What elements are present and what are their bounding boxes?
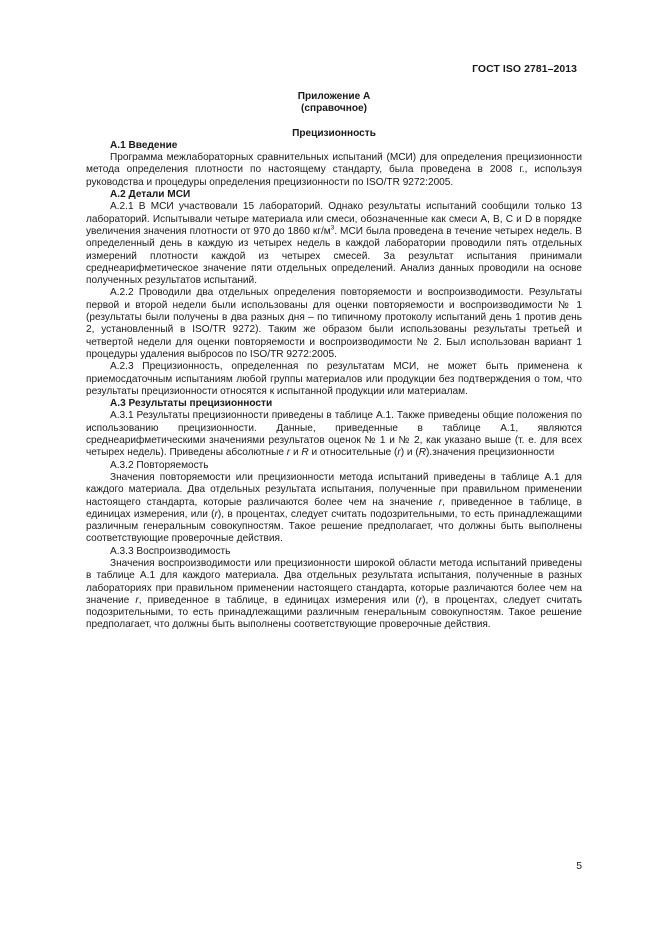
paragraph-a1-text: Программа межлабораторных сравнительных испытаний (МСИ) для определения прецизионности метода определения плотности по настоящему стандарту, была проведена в 2008 г., используя руководства и процедуры определения прецизионности по ISO/TR 9272:2005. <box>86 152 582 188</box>
paragraph-a21-text-cont: . МСИ была проведена в течение четырех недель. В определенный день в каждую из четырех недель в каждой лаборатории проводили пять отдельных измерений плотности каждой из четырех смесей. За результат испытания принимали среднеарифметическое значение пяти отдельных определений. Анализ данных проводили на основе полученных результатов испытаний. <box>86 225 582 287</box>
paragraph-a21 <box>86 201 582 287</box>
paragraph-a23: А.2.3 Прецизионность, определенная по результатам МСИ, не может быть применена к приемосдаточным испытаниям любой группы материалов или продукции без подтверждения о том, что результаты прецизионности относятся к испытанной продукции или материалам. <box>86 361 582 397</box>
spacer <box>86 116 582 128</box>
annex-subtitle: (справочное) <box>301 103 367 115</box>
heading-a32: А.3.2 Повторяемость <box>110 459 209 471</box>
paragraph-a33: Значения воспроизводимости или прецизионности широкой области метода испытаний приведены в таблице А.1 для каждого материала. Два отдельных результата испытания, полученные в разных лабораториях при правильном применении настоящего стандарта, которые различаются более чем на значение r, приведенное в таблице, в единицах измерения или (r), в процентах, следует считать подозрительными, то есть принадлежащими различным генеральным совокупностям. Такое решение предполагает, что должны быть выполнены соответствующие проверочные действия. <box>86 557 583 631</box>
heading-a33: А.3.3 Воспроизводимость <box>110 545 231 557</box>
standard-code: ГОСТ ISO 2781–2013 <box>472 64 577 75</box>
superscript-3: 3 <box>330 224 335 232</box>
page-content <box>86 91 582 632</box>
paragraph-a22: А.2.2 Проводили два отдельных определения повторяемости и воспроизводимости. Результаты первой и второй недели были использованы для оценки повторяемости и воспроизводимости № 1 (результаты были получены в два разных дня – по типичному протоколу испытаний день 1 против день 2, установленный в ISO/TR 9272). Таким же образом были использованы результаты третьей и четвертой недели для оценки повторяемости и воспроизводимости № 2. Был использован вариант 1 процедуры удаления выбросов по ISO/TR 9272:2005. <box>86 287 582 360</box>
paragraph-a1 <box>86 152 582 189</box>
annex-title: Приложение А <box>297 91 371 102</box>
paragraph-a31: А.3.1 Результаты прецизионности приведены в таблице А.1. Также приведены общие положения по использованию прецизионности. Данные, приведенные в таблице А.1, являются среднеарифметическими значениями результатов оценок № 1 и № 2, как указано выше (т. е. для всех четырех недель). Приведены абсолютные r и R и относительные (r) и (R).значения прецизионности <box>86 410 582 459</box>
paragraph-a21-text: А.2.1 В МСИ участвовали 15 лабораторий. Однако результаты испытаний сообщили только 13 лабораторий. Испытывали четыре материала или смеси, обозначенные как смеси А, В, С и D в порядке увеличения значения плотности от 970 до 1860 кг/м <box>86 201 582 237</box>
heading-a3: А.3 Результаты прецизионности <box>110 398 273 410</box>
page-number: 5 <box>576 861 582 872</box>
heading-a2: А.2 Детали МСИ <box>110 189 191 201</box>
heading-a1: А.1 Введение <box>110 139 178 151</box>
paragraph-a32: Значения повторяемости или прецизионности метода испытаний приведены в таблице А.1 для каждого материала. Два отдельных результата испытания, полученные при правильном применении настоящего стандарта, которые различаются более чем на значение r, приведенное в таблице, в единицах измерения, или (r), в процентах, следует считать подозрительными, то есть принадлежащими различным генеральным совокупностям. Такое решение предполагает, что должны быть выполнены соответствующие проверочные действия. <box>86 471 583 545</box>
section-title: Прецизионность <box>292 127 376 139</box>
